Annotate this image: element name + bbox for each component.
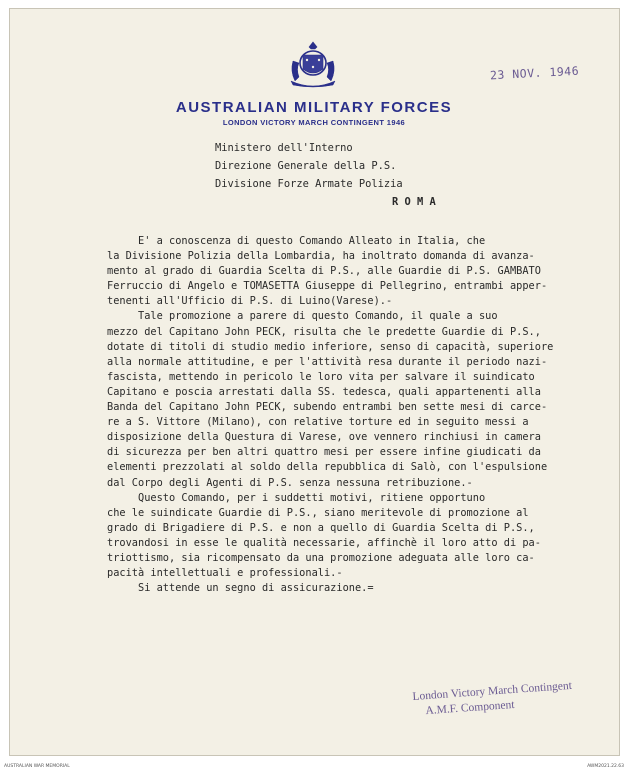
- body-line: la Divisione Polizia della Lombardia, ha inoltrato domanda di avanza-: [107, 250, 535, 263]
- date-stamp: 23 NOV. 1946: [489, 63, 580, 83]
- contingent-stamp-line-2: A.M.F. Component: [425, 698, 515, 718]
- body-line: Tale promozione a parere di questo Comando, il quale a suo: [107, 310, 498, 323]
- coat-of-arms-icon: [287, 41, 339, 89]
- body-line: dal Corpo degli Agenti di P.S. senza nessuna retribuzione.-: [107, 476, 473, 489]
- body-line: Ferruccio di Angelo e TOMASETTA Giuseppe di Pellegrino, entrambi apper-: [107, 280, 548, 293]
- body-line: mezzo del Capitano John PECK, risulta che le predette Guardie di P.S.,: [107, 325, 541, 338]
- body-line: che le suindicate Guardie di P.S., siano meritevole di promozione al: [107, 506, 529, 519]
- body-line: fascista, mettendo in pericolo le loro vita per salvare il suindicato: [107, 370, 535, 383]
- body-line: triottismo, sia ricompensato da una promozione adeguata alle loro ca-: [107, 551, 535, 564]
- addressee-city: R O M A: [392, 196, 436, 208]
- body-line: Banda del Capitano John PECK, subendo entrambi ben sette mesi di carce-: [107, 401, 548, 414]
- body-line: tenenti all'Ufficio di P.S. di Luino(Varese).-: [107, 295, 393, 308]
- body-line: alla normale attitudine, e per l'attività resa durante il periodo nazi-: [107, 355, 548, 368]
- body-line: mento al grado di Guardia Scelta di P.S., alle Guardie di P.S. GAMBATO: [107, 265, 541, 278]
- addressee-line-3: Divisione Forze Armate Polizia: [215, 178, 403, 190]
- addressee-line-1: Ministero dell'Interno: [215, 142, 353, 154]
- body-line: Questo Comando, per i suddetti motivi, ritiene opportuno: [107, 491, 486, 504]
- body-line: di sicurezza per ben altri quattro mesi per essere infine giudicati da: [107, 446, 541, 459]
- body-line: Capitano e poscia arrestati dalla SS. tedesca, quali appartenenti alla: [107, 385, 541, 398]
- contingent-stamp-line-1: London Victory March Contingent: [412, 679, 573, 703]
- body-line: dotate di titoli di studio medio inferiore, senso di capacità, superiore: [107, 340, 554, 353]
- letterhead-title: AUSTRALIAN MILITARY FORCES: [175, 99, 453, 116]
- body-line: re a S. Vittore (Milano), con relative torture ed in seguito messi a: [107, 416, 529, 429]
- addressee-line-2: Direzione Generale della P.S.: [215, 160, 397, 172]
- body-line: Si attende un segno di assicurazione.=: [107, 582, 374, 595]
- footer-right: AWM2021.22.63: [587, 764, 624, 769]
- letter-body: [107, 234, 562, 596]
- body-line: elementi prezzolati al soldo della repubblica di Salò, con l'espulsione: [107, 461, 548, 474]
- letterhead-subtitle: LONDON VICTORY MARCH CONTINGENT 1946: [222, 118, 406, 127]
- body-line: grado di Brigadiere di P.S. e non a quello di Guardia Scelta di P.S.,: [107, 521, 535, 534]
- body-line: pacità intellettuali e professionali.-: [107, 567, 343, 580]
- body-line: E' a conoscenza di questo Comando Alleato in Italia, che: [107, 235, 486, 247]
- body-line: disposizione della Questura di Varese, ove vennero rinchiusi in camera: [107, 431, 541, 444]
- crest-graphic: [287, 41, 339, 89]
- body-line: trovandosi in esse le qualità necessarie, affinchè il loro atto di pa-: [107, 536, 541, 549]
- footer-left: AUSTRALIAN WAR MEMORIAL: [4, 764, 70, 769]
